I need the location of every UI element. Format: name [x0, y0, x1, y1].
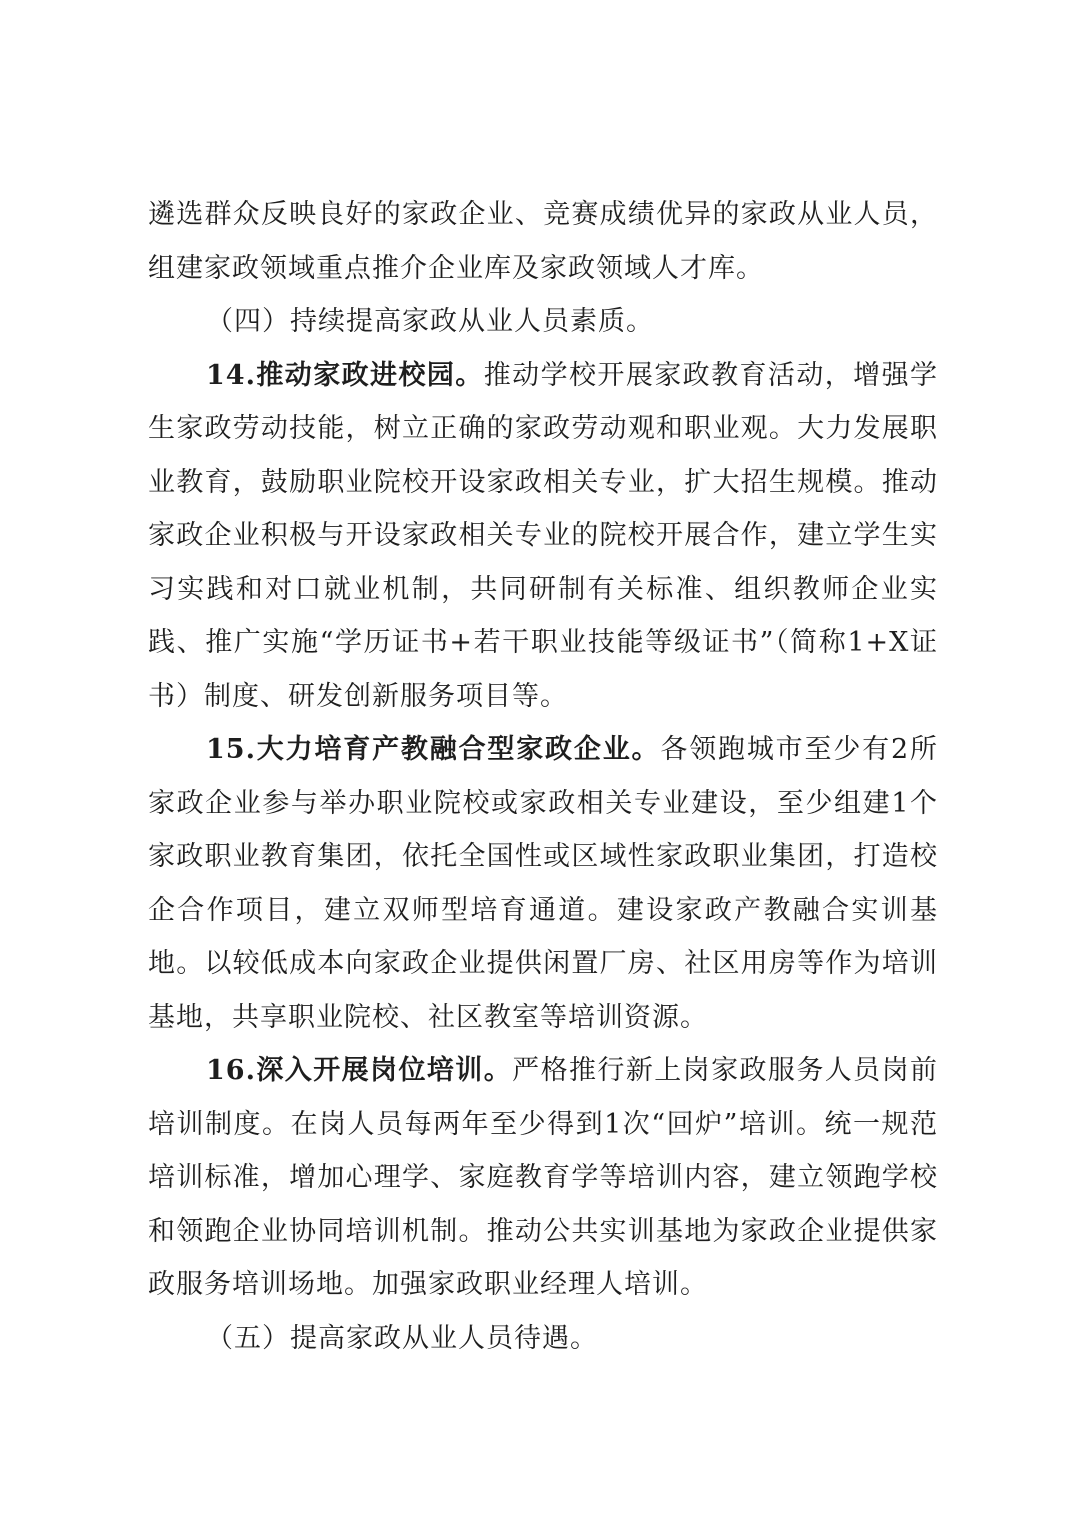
item-15-title: 15.大力培育产教融合型家政企业。: [206, 734, 661, 765]
item-14-body: 推动学校开展家政教育活动，增强学生家政劳动技能，树立正确的家政劳动观和职业观。大力发展职业教育，鼓励职业院校开设家政相关专业，扩大招生规模。推动家政企业积极与开设家政相关专业的院校开展合作，建立学生实习实践和对口就业机制，共同研制有关标准、组织教师企业实践、推广实施“学历证书+若干职业技能等级证书”（简称1+X证书）制度、研发创新服务项目等。: [148, 359, 938, 712]
section-heading-5: （五）提高家政从业人员待遇。: [206, 1322, 598, 1354]
paragraph-item-16: [148, 1044, 938, 1312]
paragraph-item-15: [148, 723, 938, 1044]
item-16-title: 16.深入开展岗位培训。: [206, 1055, 513, 1086]
paragraph-item-14: [148, 349, 938, 724]
paragraph-continuation: 遴选群众反映良好的家政企业、竞赛成绩优异的家政从业人员，组建家政领域重点推介企业库及家政领域人才库。: [148, 199, 938, 284]
item-15-body: 各领跑城市至少有2所家政企业参与举办职业院校或家政相关专业建设，至少组建1个家政职业教育集团，依托全国性或区域性家政职业集团，打造校企合作项目，建立双师型培育通道。建设家政产教融合实训基地。以较低成本向家政企业提供闲置厂房、社区用房等作为培训基地，共享职业院校、社区教室等培训资源。: [148, 734, 938, 1033]
item-16-body: 严格推行新上岗家政服务人员岗前培训制度。在岗人员每两年至少得到1次“回炉”培训。统一规范培训标准，增加心理学、家庭教育学等培训内容，建立领跑学校和领跑企业协同培训机制。推动公共实训基地为家政企业提供家政服务培训场地。加强家政职业经理人培训。: [148, 1055, 938, 1300]
section-heading-4: （四）持续提高家政从业人员素质。: [206, 306, 654, 337]
item-14-title: 14.推动家政进校园。: [206, 359, 484, 391]
document-body: [148, 188, 938, 1365]
